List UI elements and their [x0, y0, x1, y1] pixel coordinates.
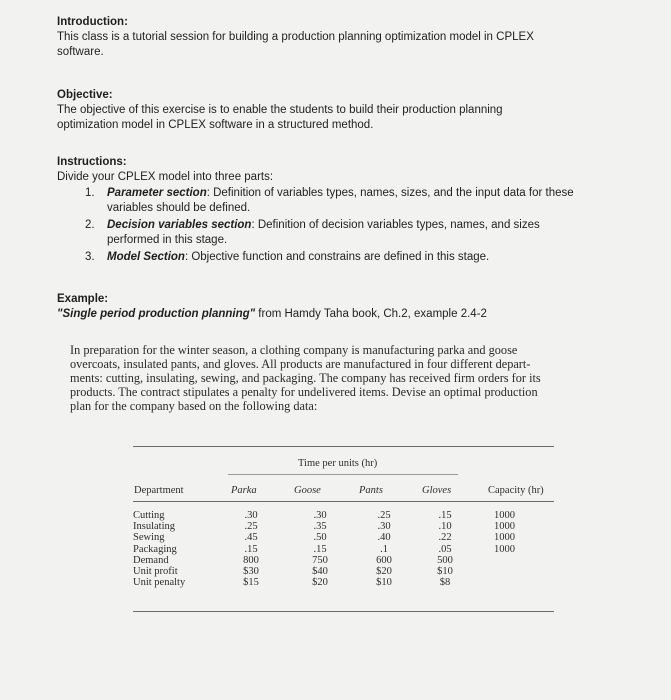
table-cell [475, 577, 554, 588]
header-department: Department [134, 485, 184, 496]
instruction-item: 3. Model Section: Objective function and constrains are defined in this stage. [85, 251, 490, 263]
table-cell: $15 [243, 577, 259, 589]
header-gloves: Gloves [422, 485, 452, 496]
instructions-heading: Instructions: [57, 156, 127, 168]
table-cell: 500 [437, 554, 453, 566]
table-cell: .05 [438, 543, 452, 555]
objective-heading: Objective: [57, 89, 113, 101]
table-row [133, 510, 554, 521]
example-heading: Example: [57, 293, 109, 305]
table-row [133, 555, 554, 566]
example-reference: "Single period production planning" from Hamdy Taha book, Ch.2, example 2.4-2 [57, 308, 487, 320]
table-cell [475, 555, 554, 566]
objective-text-line1: The objective of this exercise is to enable the students to build their production planning [57, 104, 503, 116]
table-cell: 1000 [494, 510, 515, 521]
row-label: Demand [133, 554, 169, 566]
table-cell: 750 [312, 554, 328, 566]
instructions-intro: Divide your CPLEX model into three parts: [57, 171, 274, 183]
table-row [133, 521, 554, 532]
row-label: Insulating [133, 521, 175, 533]
row-label: Sewing [133, 532, 165, 544]
table-row [133, 566, 554, 577]
introduction-heading: Introduction: [57, 16, 128, 28]
table-cell: .1 [380, 543, 388, 555]
instruction-term: Decision variables section [107, 219, 252, 231]
table-cell: $30 [243, 566, 259, 578]
introduction-section [57, 15, 637, 60]
table-cell: $10 [437, 566, 453, 578]
table-cell: .40 [377, 532, 391, 544]
instruction-item: 2. Decision variables section: Definition of decision variables types, names, and sizes performed in this stage. [85, 219, 540, 246]
table-cell: .22 [438, 532, 452, 544]
table-cell: .30 [377, 521, 391, 533]
table-row [133, 544, 554, 555]
table-row [133, 577, 554, 588]
row-label: Cutting [133, 510, 165, 521]
table-cell: .35 [313, 521, 327, 533]
row-label: Unit penalty [133, 577, 186, 589]
table-cell: $10 [376, 577, 392, 589]
instructions-list [57, 186, 637, 265]
row-label: Unit profit [133, 566, 178, 578]
data-table-body [133, 510, 554, 588]
table-cell: .25 [377, 510, 391, 521]
introduction-text-line2: software. [57, 46, 104, 58]
table-cell: 600 [376, 554, 392, 566]
table-cell: .15 [244, 543, 258, 555]
objective-text-line2: optimization model in CPLEX software in a structured method. [57, 119, 374, 131]
instruction-item: 1. Parameter section: Definition of variables types, names, sizes, and the input data for these variables should be defined. [85, 187, 574, 214]
table-cell: .15 [438, 510, 452, 521]
problem-statement: In preparation for the winter season, a clothing company is manufacturing parka and goose overcoats, insulated pants, and gloves. All products are manufactured in four different depart- ments: cutting, insulating, sewing, and packaging. The company has received firm orders for its products. The contract stipulates a penalty for undelivered items. Devise an optimal production plan for the company based on the following data: [70, 343, 541, 413]
introduction-text-line1: This class is a tutorial session for building a production planning optimization model in CPLEX [57, 31, 534, 43]
table-cell: $8 [439, 577, 451, 589]
table-cell: 800 [243, 554, 259, 566]
objective-section [57, 88, 637, 133]
header-parka: Parka [231, 485, 257, 496]
table-cell: $20 [376, 566, 392, 578]
header-capacity: Capacity (hr) [488, 485, 544, 496]
example-section [57, 292, 637, 322]
table-cell: .45 [244, 532, 258, 544]
table-super-header: Time per units (hr) [298, 458, 378, 469]
table-super-rule [228, 474, 458, 475]
row-label: Packaging [133, 543, 177, 555]
table-header-rule [133, 501, 554, 502]
header-goose: Goose [294, 485, 321, 496]
table-cell: 1000 [494, 532, 515, 544]
table-cell: .15 [313, 543, 327, 555]
instruction-term: Parameter section [107, 187, 207, 199]
table-cell [475, 566, 554, 577]
table-cell: .10 [438, 521, 452, 533]
table-bottom-rule [133, 611, 554, 612]
table-cell: $20 [312, 577, 328, 589]
table-cell: .25 [244, 521, 258, 533]
header-pants: Pants [359, 485, 383, 496]
table-top-rule [133, 446, 554, 447]
table-cell: .50 [313, 532, 327, 544]
instructions-section [57, 155, 637, 265]
instruction-term: Model Section [107, 251, 185, 263]
table-cell: .30 [244, 510, 258, 521]
table-row [133, 532, 554, 543]
table-cell: 1000 [494, 521, 515, 533]
table-cell: $40 [312, 566, 328, 578]
table-cell: 1000 [494, 543, 515, 555]
table-cell: .30 [313, 510, 327, 521]
data-table [133, 510, 554, 588]
